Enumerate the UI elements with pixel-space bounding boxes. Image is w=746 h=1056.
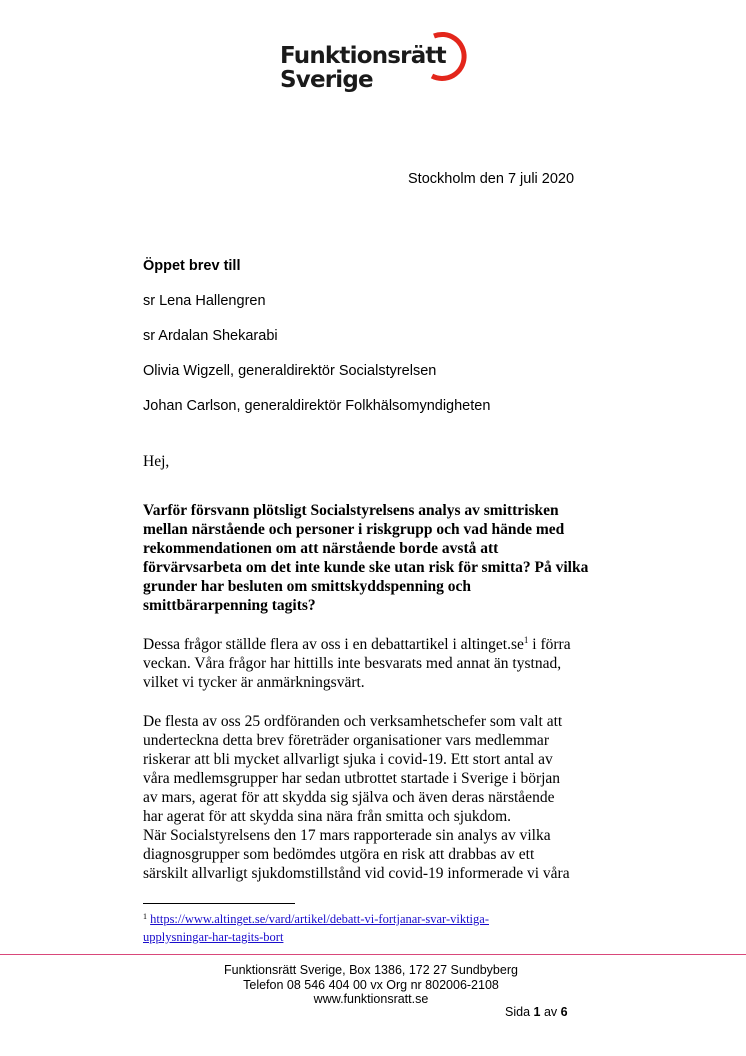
footnote-link-continued[interactable]: upplysningar-har-tagits-bort bbox=[143, 930, 284, 944]
footnote-number: 1 bbox=[143, 912, 147, 921]
text-line: våra medlemsgrupper har sedan utbrottet startade i Sverige i början bbox=[143, 770, 561, 787]
footer bbox=[0, 963, 746, 1007]
recipient: sr Lena Hallengren bbox=[143, 293, 266, 309]
text-line: rekommendationen om att närstående borde avstå att bbox=[143, 540, 499, 557]
question-paragraph bbox=[143, 501, 613, 615]
recipient: Johan Carlson, generaldirektör Folkhälsomyndigheten bbox=[143, 398, 491, 414]
text-line: vilket vi tycker är anmärkningsvärt. bbox=[143, 674, 365, 692]
text-line: riskerar att bli mycket allvarligt sjuka i covid-19. Ett stort antal av bbox=[143, 751, 553, 768]
text-line: särskilt allvarligt sjukdomstillstånd vid covid-19 informerade vi våra bbox=[143, 865, 570, 882]
page-current: 1 bbox=[533, 1005, 541, 1019]
text-line: förvärvsarbeta om det inte kunde ske utan risk för smitta? På vilka bbox=[143, 559, 589, 576]
organization-logo bbox=[280, 30, 470, 102]
text-segment: Dessa frågor ställde flera av oss i en debattartikel i altinget.se bbox=[143, 636, 524, 654]
footnote-separator bbox=[143, 903, 295, 904]
text-line bbox=[143, 631, 613, 654]
text-line: grunder har besluten om smittskyddspenning och bbox=[143, 578, 472, 595]
page-total: 6 bbox=[560, 1005, 568, 1019]
footer-website: www.funktionsratt.se bbox=[313, 992, 429, 1006]
letter-heading: Öppet brev till bbox=[143, 258, 241, 274]
recipient: Olivia Wigzell, generaldirektör Socialstyrelsen bbox=[143, 363, 437, 379]
footnote-ref[interactable]: 1 bbox=[523, 635, 529, 645]
page-sep: av bbox=[543, 1005, 558, 1019]
text-line: Varför försvann plötsligt Socialstyrelsens analys av smittrisken bbox=[143, 502, 559, 519]
logo-line1: Funktionsrätt bbox=[280, 43, 446, 69]
text-line: smittbärarpenning tagits? bbox=[143, 597, 316, 614]
recipient: sr Ardalan Shekarabi bbox=[143, 328, 278, 344]
text-line: underteckna detta brev företräder organisationer vars medlemmar bbox=[143, 732, 549, 749]
greeting: Hej, bbox=[143, 453, 170, 470]
body-paragraph-2 bbox=[143, 712, 613, 826]
letter-date: Stockholm den 7 juli 2020 bbox=[408, 171, 575, 187]
footnote bbox=[143, 908, 489, 946]
text-line: diagnosgrupper som bedömdes utgöra en risk att drabbas av ett bbox=[143, 846, 535, 863]
text-line: veckan. Våra frågor har hittills inte besvarats med annat än tystnad, bbox=[143, 655, 562, 673]
text-line: mellan närstående och personer i riskgrupp och vad hände med bbox=[143, 521, 565, 538]
page-prefix: Sida bbox=[505, 1005, 531, 1019]
text-line: av mars, agerat för att skydda sig själva och även deras närstående bbox=[143, 789, 555, 806]
logo-line2: Sverige bbox=[280, 67, 373, 93]
page-number bbox=[505, 1005, 568, 1019]
footer-divider bbox=[0, 954, 746, 955]
text-line: När Socialstyrelsens den 17 mars rapporterade sin analys av vilka bbox=[143, 827, 551, 844]
text-line: har agerat för att skydda sina nära från smitta och sjukdom. bbox=[143, 808, 512, 825]
body-paragraph-1 bbox=[143, 631, 613, 692]
text-segment: i förra bbox=[528, 636, 571, 654]
body-paragraph-3 bbox=[143, 826, 613, 883]
text-line: De flesta av oss 25 ordföranden och verksamhetschefer som valt att bbox=[143, 713, 563, 730]
footer-address: Funktionsrätt Sverige, Box 1386, 172 27 Sundbyberg bbox=[224, 963, 518, 977]
footnote-link[interactable]: https://www.altinget.se/vard/artikel/debatt-vi-fortjanar-svar-viktiga- bbox=[150, 912, 489, 926]
footer-phone: Telefon 08 546 404 00 vx Org nr 802006-2108 bbox=[243, 977, 499, 992]
